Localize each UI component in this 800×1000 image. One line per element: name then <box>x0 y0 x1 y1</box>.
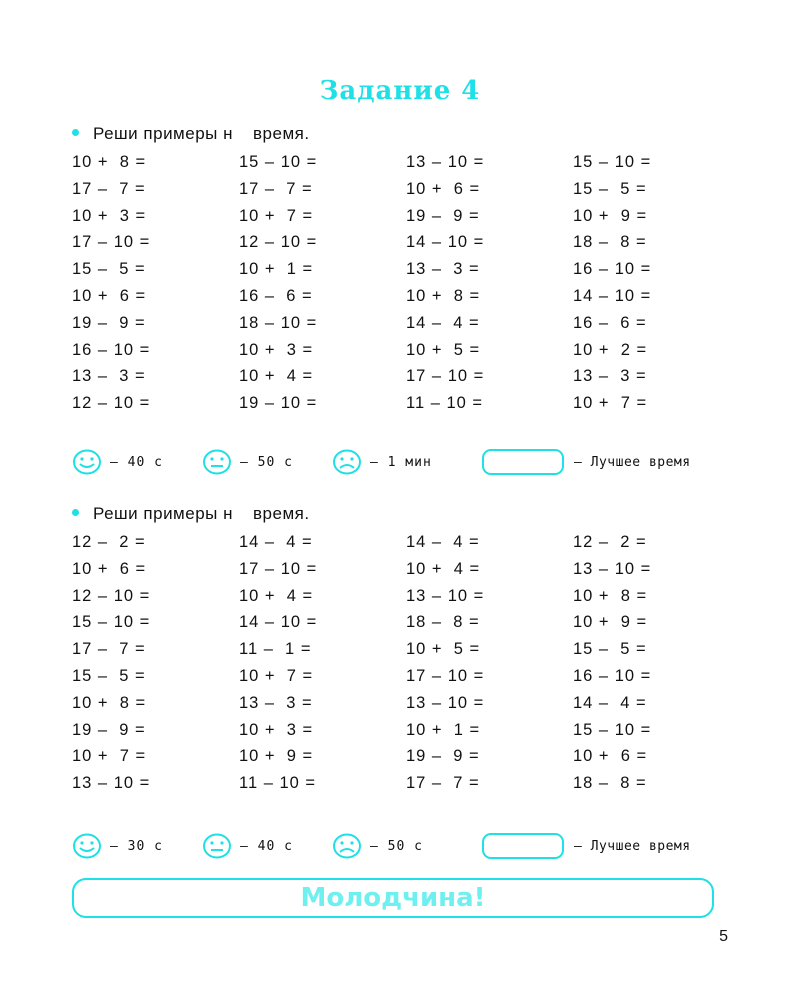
example-item: 10 + 8 = <box>72 693 147 712</box>
example-item: 10 + 9 = <box>573 206 648 225</box>
example-item: 11 – 10 = <box>406 394 484 413</box>
example-item: 13 – 3 = <box>406 260 480 279</box>
legend-happy: — 30 с <box>72 831 163 861</box>
best-time-label: — Лучшее время <box>574 454 691 470</box>
example-item: 14 – 4 = <box>239 533 313 551</box>
page-number: 5 <box>719 928 728 945</box>
example-item: 15 – 10 = <box>573 153 652 171</box>
examples-grid-2 <box>72 529 732 797</box>
example-item: 10 + 9 = <box>239 747 314 766</box>
example-item: 14 – 10 = <box>406 233 485 252</box>
example-item: 18 – 8 = <box>573 774 647 793</box>
example-item: 10 + 8 = <box>406 286 481 305</box>
instruction-1: Реши примеры н время. <box>72 124 310 144</box>
example-item: 18 – 8 = <box>406 613 480 632</box>
example-item: 16 – 10 = <box>573 666 652 685</box>
example-item: 15 – 5 = <box>573 640 647 659</box>
example-item: 13 – 10 = <box>406 693 485 712</box>
example-item: 16 – 6 = <box>239 286 313 305</box>
example-item: 19 – 9 = <box>406 747 480 766</box>
example-item: 17 – 7 = <box>406 774 480 793</box>
example-item: 14 – 10 = <box>239 613 318 632</box>
example-item: 15 – 10 = <box>72 613 151 632</box>
example-item: 14 – 10 = <box>573 286 652 305</box>
example-item: 17 – 10 = <box>406 666 485 685</box>
example-item: 10 + 6 = <box>72 286 147 305</box>
happy-face-icon <box>72 833 102 859</box>
example-item: 10 + 6 = <box>406 179 481 198</box>
legend-sad: — 50 с <box>332 831 423 861</box>
example-item: 19 – 9 = <box>72 720 146 739</box>
example-item: 10 + 1 = <box>239 260 314 279</box>
example-item: 10 + 6 = <box>72 559 147 578</box>
example-item: 15 – 10 = <box>239 153 318 171</box>
example-item: 17 – 10 = <box>406 367 485 386</box>
example-item: 13 – 3 = <box>239 693 313 712</box>
best-time-box[interactable] <box>482 833 564 859</box>
example-item: 18 – 8 = <box>573 233 647 252</box>
example-item: 13 – 10 = <box>406 586 485 605</box>
example-item: 17 – 7 = <box>72 179 146 198</box>
sad-face-icon <box>332 449 362 475</box>
example-item: 10 + 7 = <box>239 666 314 685</box>
examples-grid-1 <box>72 149 732 417</box>
bullet-icon <box>72 129 79 136</box>
timing-legend-1 <box>72 447 732 477</box>
example-item: 12 – 2 = <box>573 533 647 551</box>
sad-face-icon <box>332 833 362 859</box>
example-item: 17 – 7 = <box>72 640 146 659</box>
example-item: 14 – 4 = <box>573 693 647 712</box>
example-item: 13 – 10 = <box>72 774 151 793</box>
example-item: 12 – 2 = <box>72 533 146 551</box>
example-item: 19 – 9 = <box>406 206 480 225</box>
example-item: 15 – 5 = <box>573 179 647 198</box>
example-item: 11 – 10 = <box>239 774 317 793</box>
example-item: 10 + 4 = <box>239 586 314 605</box>
example-item: 14 – 4 = <box>406 533 480 551</box>
example-item: 16 – 6 = <box>573 313 647 332</box>
legend-neutral: — 50 с <box>202 447 293 477</box>
example-item: 12 – 10 = <box>72 394 151 413</box>
example-item: 10 + 6 = <box>573 747 648 766</box>
example-item: 15 – 10 = <box>573 720 652 739</box>
example-item: 10 + 9 = <box>573 613 648 632</box>
legend-sad: — 1 мин <box>332 447 432 477</box>
example-item: 10 + 7 = <box>72 747 147 766</box>
example-item: 10 + 4 = <box>406 559 481 578</box>
example-item: 17 – 7 = <box>239 179 313 198</box>
example-item: 18 – 10 = <box>239 313 318 332</box>
example-item: 10 + 3 = <box>239 720 314 739</box>
example-item: 16 – 10 = <box>72 340 151 359</box>
example-item: 17 – 10 = <box>239 559 318 578</box>
example-item: 10 + 8 = <box>72 153 147 171</box>
best-time-label: — Лучшее время <box>574 838 691 854</box>
instruction-2: Реши примеры н время. <box>72 504 310 524</box>
example-item: 10 + 3 = <box>72 206 147 225</box>
example-item: 10 + 2 = <box>573 340 648 359</box>
timing-legend-2 <box>72 831 732 861</box>
legend-neutral: — 40 с <box>202 831 293 861</box>
example-item: 16 – 10 = <box>573 260 652 279</box>
example-item: 15 – 5 = <box>72 666 146 685</box>
best-time-box[interactable] <box>482 449 564 475</box>
example-item: 13 – 10 = <box>406 153 485 171</box>
example-item: 10 + 7 = <box>573 394 648 413</box>
example-item: 10 + 7 = <box>239 206 314 225</box>
happy-face-icon <box>72 449 102 475</box>
praise-banner: Молодчина! <box>72 878 714 918</box>
example-item: 10 + 4 = <box>239 367 314 386</box>
example-item: 13 – 3 = <box>72 367 146 386</box>
example-item: 11 – 1 = <box>239 640 312 659</box>
example-item: 12 – 10 = <box>239 233 318 252</box>
example-item: 10 + 3 = <box>239 340 314 359</box>
legend-happy: — 40 с <box>72 447 163 477</box>
example-item: 10 + 8 = <box>573 586 648 605</box>
example-item: 12 – 10 = <box>72 586 151 605</box>
neutral-face-icon <box>202 833 232 859</box>
example-item: 10 + 1 = <box>406 720 481 739</box>
example-item: 19 – 10 = <box>239 394 318 413</box>
example-item: 10 + 5 = <box>406 340 481 359</box>
example-item: 17 – 10 = <box>72 233 151 252</box>
example-item: 14 – 4 = <box>406 313 480 332</box>
neutral-face-icon <box>202 449 232 475</box>
example-item: 10 + 5 = <box>406 640 481 659</box>
bullet-icon <box>72 509 79 516</box>
example-item: 15 – 5 = <box>72 260 146 279</box>
page-title: Задание 4 <box>319 76 481 106</box>
example-item: 13 – 3 = <box>573 367 647 386</box>
example-item: 19 – 9 = <box>72 313 146 332</box>
example-item: 13 – 10 = <box>573 559 652 578</box>
